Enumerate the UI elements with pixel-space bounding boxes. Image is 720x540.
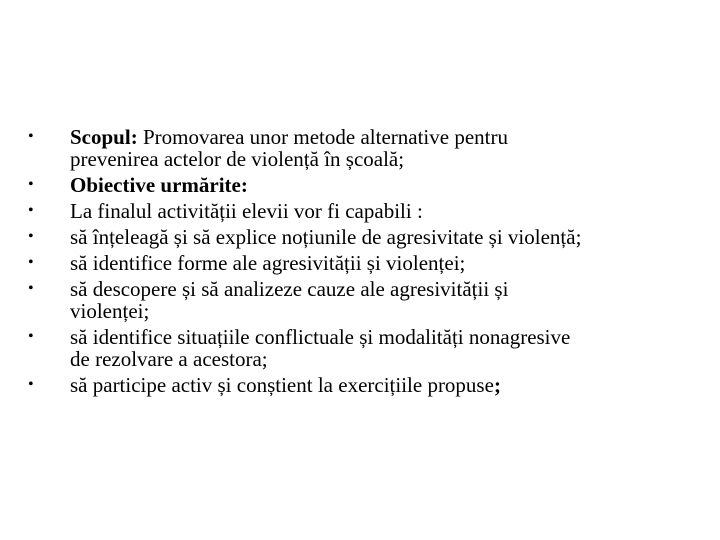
objective-text: să înțeleagă și să explice noțiunile de agresivitate și violență;	[70, 225, 582, 249]
bullet-icon: •	[28, 202, 34, 219]
list-item-objective-5	[28, 374, 682, 396]
bullet-list	[28, 126, 682, 400]
objective-text-cont: de rezolvare a acestora;	[70, 347, 268, 371]
list-item-objective-4	[28, 326, 682, 370]
bullet-icon: •	[28, 228, 34, 245]
objectives-heading: Obiective urmărite:	[70, 173, 248, 197]
objective-text-cont: violenței;	[70, 299, 150, 323]
bullet-icon: •	[28, 254, 34, 271]
objective-text: să identifice situațiile conflictuale și modalități nonagresive	[70, 325, 571, 349]
bullet-icon: •	[28, 280, 34, 297]
bullet-icon: •	[28, 176, 34, 193]
scope-text-cont: prevenirea actelor de violență în școală;	[70, 147, 405, 171]
bullet-icon: •	[28, 328, 34, 345]
bullet-icon: •	[28, 376, 34, 393]
objective-text: să descopere și să analizeze cauze ale agresivității și	[70, 277, 509, 301]
scope-label: Scopul:	[70, 125, 138, 149]
objective-text: să participe activ și conștient la exercițiile propuse	[70, 373, 494, 397]
list-item-scope	[28, 126, 682, 170]
list-item-intro	[28, 200, 682, 222]
objective-text: să identifice forme ale agresivității și violenței;	[70, 251, 466, 275]
list-item-objective-1	[28, 226, 682, 248]
list-item-objectives	[28, 174, 682, 196]
objective-end-punct: ;	[493, 373, 501, 397]
scope-text: Promovarea unor metode alternative pentru	[137, 125, 508, 149]
intro-text: La finalul activității elevii vor fi capabili :	[70, 199, 423, 223]
bullet-icon: •	[28, 128, 34, 145]
list-item-objective-3	[28, 278, 682, 322]
list-item-objective-2	[28, 252, 682, 274]
